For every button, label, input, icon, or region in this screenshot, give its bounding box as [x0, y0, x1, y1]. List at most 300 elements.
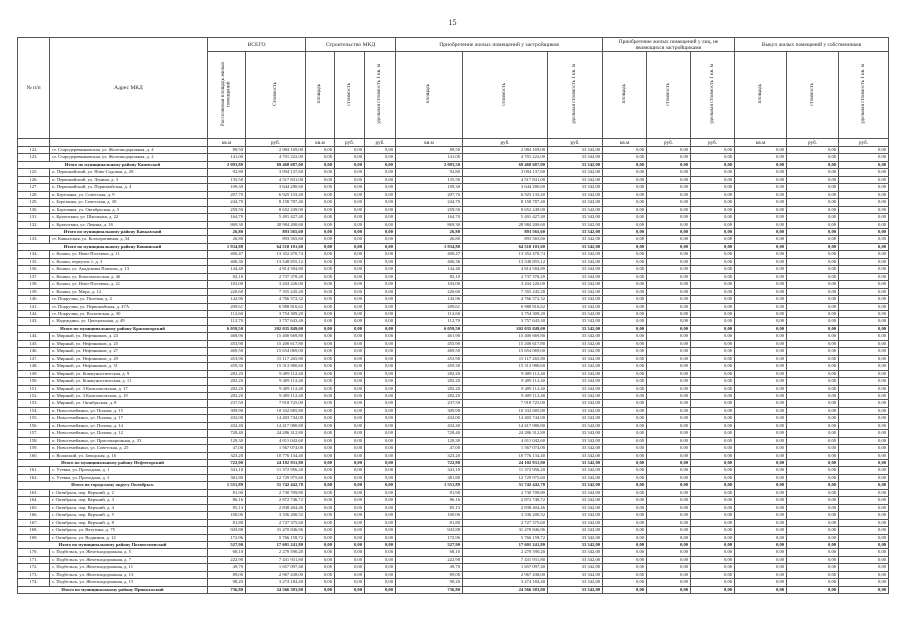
value-cell: 0,00	[839, 445, 889, 452]
table-row	[18, 176, 889, 183]
value-cell: 527,90	[396, 542, 463, 549]
value-cell: 0,00	[839, 243, 889, 250]
value-cell: 0,00	[691, 422, 735, 429]
value-cell: 0,00	[839, 467, 889, 474]
address-cell: ст. Стародеревянковская, ул. Железнодорожная, д. 4	[50, 147, 208, 154]
value-cell: 172,96	[208, 534, 246, 541]
value-cell: 0,00	[787, 318, 839, 325]
value-cell: 8 652 249,00	[463, 206, 548, 213]
value-cell: 51 742 442,78	[246, 482, 306, 489]
value-cell: 0,00	[603, 243, 647, 250]
value-cell: 0,00	[365, 422, 396, 429]
value-cell: 0,00	[647, 251, 691, 258]
value-cell: 0,00	[735, 236, 787, 243]
value-cell: 33 342,00	[548, 161, 603, 168]
value-cell: 82,10	[396, 273, 463, 280]
value-cell: 0,00	[787, 422, 839, 429]
row-number: 143.	[18, 318, 50, 325]
value-cell: 0,00	[735, 504, 787, 511]
value-cell: 0,00	[839, 288, 889, 295]
value-cell: 0,00	[839, 310, 889, 317]
value-cell: 400,47	[208, 251, 246, 258]
value-cell: 0,00	[647, 370, 691, 377]
value-cell: 0,00	[647, 184, 691, 191]
value-cell: 2 730 709,80	[246, 489, 306, 496]
row-number: 174.	[18, 579, 50, 586]
table-row	[18, 348, 889, 355]
value-cell: 0,00	[787, 460, 839, 467]
address-cell: г. Октябрьск, пер. Верхний, д. 5	[50, 512, 208, 519]
value-cell: 100,06	[396, 512, 463, 519]
value-cell: 0,00	[335, 579, 365, 586]
value-cell: 33 342,00	[548, 348, 603, 355]
value-cell: 0,00	[306, 296, 335, 303]
value-cell: 0,00	[306, 206, 335, 213]
value-cell: 3 434 226,00	[463, 281, 548, 288]
value-cell: 0,00	[603, 474, 647, 481]
sub-header-label: Расселяемая площадь жилых помещений	[219, 61, 232, 127]
value-cell: 0,00	[603, 482, 647, 489]
value-cell: 0,00	[647, 422, 691, 429]
value-cell: 0,00	[365, 161, 396, 168]
value-cell: 0,00	[787, 243, 839, 250]
value-cell: 33 342,00	[548, 199, 603, 206]
table-row	[18, 236, 889, 243]
value-cell: 0,00	[365, 318, 396, 325]
address-cell: с. Подбельск, ул. Железнодорожная, д. 15	[50, 579, 208, 586]
value-cell: 453,90	[396, 355, 463, 362]
value-cell: 0,00	[839, 370, 889, 377]
value-cell: 33 342,00	[548, 534, 603, 541]
table-row	[18, 363, 889, 370]
value-cell: 81,80	[396, 519, 463, 526]
value-cell: 220,60	[208, 288, 246, 295]
value-cell: 8 652 249,00	[246, 206, 306, 213]
value-cell: 0,00	[365, 370, 396, 377]
value-cell: 0,00	[735, 556, 787, 563]
value-cell: 0,00	[365, 392, 396, 399]
row-number: 133.	[18, 236, 50, 243]
address-cell: г. Октябрьск, пер. Верхний, д. 8	[50, 519, 208, 526]
address-cell: с. Подбельск, ул. Железнодорожная, д. 11	[50, 564, 208, 571]
value-cell: 0,00	[647, 430, 691, 437]
row-number: 155.	[18, 415, 50, 422]
value-cell: 9 409 112,40	[246, 378, 306, 385]
units-empty-cell	[50, 139, 208, 147]
value-cell: 237,50	[208, 400, 246, 407]
value-cell: 0,00	[647, 512, 691, 519]
sub-header-label: стоимость	[345, 82, 352, 106]
row-number: 137.	[18, 273, 50, 280]
address-cell: г. Октябрьск, пер. Верхний, д. 4	[50, 504, 208, 511]
value-cell: 0,00	[306, 288, 335, 295]
value-cell: 0,00	[839, 340, 889, 347]
sub-header-cell	[548, 52, 603, 139]
value-cell: 0,00	[365, 586, 396, 593]
value-cell: 0,00	[335, 161, 365, 168]
value-cell: 736,80	[396, 586, 463, 593]
value-cell: 0,00	[365, 147, 396, 154]
value-cell: 0,00	[839, 437, 889, 444]
value-cell: 0,00	[306, 236, 335, 243]
value-cell: 0,00	[365, 296, 396, 303]
value-cell: 0,00	[603, 154, 647, 161]
value-cell: 0,00	[647, 489, 691, 496]
row-number: 127.	[18, 184, 50, 191]
value-cell: 81,90	[208, 489, 246, 496]
value-cell: 461,90	[396, 333, 463, 340]
row-number: 161.	[18, 467, 50, 474]
value-cell: 0,00	[306, 340, 335, 347]
subtotal-label: Итого по муниципальному району Красногорский	[18, 325, 208, 332]
value-cell: 0,00	[735, 519, 787, 526]
value-cell: 0,00	[647, 571, 691, 578]
value-cell: 0,00	[735, 176, 787, 183]
value-cell: 3 644 280,60	[246, 184, 306, 191]
value-cell: 0,00	[603, 556, 647, 563]
value-cell: 0,00	[365, 467, 396, 474]
value-cell: 0,00	[787, 527, 839, 534]
header-group-buyout: Выкуп жилых помещений у собственников	[735, 38, 889, 52]
value-cell: 2 270 590,20	[246, 549, 306, 556]
value-cell: 0,00	[691, 333, 735, 340]
value-cell: 0,00	[735, 452, 787, 459]
value-cell: 0,00	[365, 258, 396, 265]
value-cell: 0,00	[787, 191, 839, 198]
value-cell: 0,00	[691, 579, 735, 586]
value-cell: 0,00	[306, 519, 335, 526]
value-cell: 0,00	[603, 527, 647, 534]
value-cell: 1 551,89	[396, 482, 463, 489]
table-row	[18, 355, 889, 362]
value-cell: 0,00	[787, 236, 839, 243]
value-cell: 68,10	[396, 549, 463, 556]
value-cell: 0,00	[306, 199, 335, 206]
value-cell: 33 342,00	[548, 236, 603, 243]
value-cell: 0,00	[839, 184, 889, 191]
value-cell: 0,00	[691, 243, 735, 250]
value-cell: 0,00	[365, 288, 396, 295]
value-cell: 0,00	[735, 586, 787, 593]
value-cell: 9 409 112,40	[463, 378, 548, 385]
value-cell: 14 417 080,80	[463, 422, 548, 429]
value-cell: 0,00	[839, 191, 889, 198]
value-cell: 282,20	[208, 385, 246, 392]
value-cell: 0,00	[735, 579, 787, 586]
value-cell: 0,00	[335, 542, 365, 549]
address-cell: г. Октябрьск, пер. Верхний, д. 2	[50, 489, 208, 496]
value-cell: 0,00	[335, 296, 365, 303]
table-row	[18, 199, 889, 206]
value-cell: 0,00	[691, 467, 735, 474]
row-number: 145.	[18, 340, 50, 347]
value-cell: 0,00	[735, 407, 787, 414]
value-cell: 0,00	[691, 318, 735, 325]
value-cell: 468,90	[208, 333, 246, 340]
sub-header-cell	[306, 52, 335, 139]
value-cell: 0,00	[306, 273, 335, 280]
value-cell: 0,00	[335, 586, 365, 593]
value-cell: 0,00	[735, 385, 787, 392]
value-cell: 0,00	[839, 474, 889, 481]
value-cell: 0,00	[691, 288, 735, 295]
address-cell: с. Кошки, переулок 1, д. 3	[50, 258, 208, 265]
value-cell: 33 342,00	[548, 281, 603, 288]
value-cell: 33 342,00	[548, 333, 603, 340]
value-cell: 0,00	[335, 400, 365, 407]
value-cell: 15 654 069,00	[463, 348, 548, 355]
value-cell: 0,00	[306, 221, 335, 228]
row-number: 164.	[18, 497, 50, 504]
unit-cell: руб.	[246, 139, 306, 147]
value-cell: 33 342,00	[548, 437, 603, 444]
value-cell: 33 342,00	[548, 460, 603, 467]
address-cell: п. Мирный, ул. Октябрьская, д. 8	[50, 400, 208, 407]
value-cell: 309,90	[208, 407, 246, 414]
value-cell: 0,00	[647, 549, 691, 556]
value-cell: 0,00	[787, 497, 839, 504]
row-number: 149.	[18, 370, 50, 377]
value-cell: 0,00	[839, 266, 889, 273]
value-cell: 26,80	[208, 228, 246, 235]
value-cell: 0,00	[365, 556, 396, 563]
value-cell: 0,00	[647, 542, 691, 549]
value-cell: 0,00	[735, 273, 787, 280]
value-cell: 2 967 438,00	[246, 571, 306, 578]
value-cell: 0,00	[306, 556, 335, 563]
value-cell: 0,00	[839, 296, 889, 303]
value-cell: 3 434 226,00	[246, 281, 306, 288]
value-cell: 0,00	[365, 504, 396, 511]
value-cell: 0,00	[839, 519, 889, 526]
value-cell: 3 644 280,60	[463, 184, 548, 191]
value-cell: 13 548 855,12	[246, 258, 306, 265]
address-cell: п. Березанка, ул. Советская, д. 9	[50, 191, 208, 198]
value-cell: 135,50	[396, 176, 463, 183]
value-cell: 0,00	[735, 482, 787, 489]
value-cell: 0,00	[647, 385, 691, 392]
value-cell: 0,00	[335, 385, 365, 392]
address-cell: п. Мирный, ул. Нефтяников, д. 31	[50, 363, 208, 370]
value-cell: 0,00	[365, 415, 396, 422]
table-row	[18, 392, 889, 399]
value-cell: 282,20	[396, 378, 463, 385]
value-cell: 0,00	[603, 564, 647, 571]
unit-cell: кв.м	[603, 139, 647, 147]
value-cell: 0,00	[647, 378, 691, 385]
value-cell: 0,00	[647, 243, 691, 250]
value-cell: 282,20	[208, 378, 246, 385]
unit-cell: руб.	[691, 139, 735, 147]
value-cell: 0,00	[306, 549, 335, 556]
value-cell: 0,00	[365, 474, 396, 481]
row-number: 147.	[18, 355, 50, 362]
value-cell: 0,00	[735, 489, 787, 496]
row-number: 168.	[18, 527, 50, 534]
value-cell: 49,70	[396, 564, 463, 571]
value-cell: 0,00	[735, 534, 787, 541]
value-cell: 0,00	[365, 251, 396, 258]
address-cell: с. Подбельск, ул. Железнодорожная, д. 13	[50, 571, 208, 578]
value-cell: 82,10	[208, 273, 246, 280]
value-cell: 0,00	[647, 161, 691, 168]
value-cell: 0,00	[839, 407, 889, 414]
value-cell: 0,00	[306, 571, 335, 578]
value-cell: 0,00	[787, 251, 839, 258]
value-cell: 3 757 643,40	[463, 318, 548, 325]
value-cell: 33 342,00	[548, 191, 603, 198]
value-cell: 6 059,50	[208, 325, 246, 332]
value-cell: 0,00	[335, 355, 365, 362]
table-row	[18, 407, 889, 414]
value-cell: 3 094 137,60	[246, 169, 306, 176]
value-cell: 0,00	[691, 385, 735, 392]
value-cell: 120,30	[208, 437, 246, 444]
value-cell: 0,00	[335, 176, 365, 183]
address-cell: п. Новосемейкино, ул. Попова, д. 14	[50, 422, 208, 429]
table-row	[18, 221, 889, 228]
value-cell: 0,00	[787, 445, 839, 452]
value-cell: 0,00	[335, 310, 365, 317]
value-cell: 0,00	[335, 184, 365, 191]
value-cell: 0,00	[647, 340, 691, 347]
value-cell: 0,00	[839, 512, 889, 519]
value-cell: 0,00	[787, 199, 839, 206]
value-cell: 0,00	[335, 445, 365, 452]
value-cell: 0,00	[603, 497, 647, 504]
value-cell: 0,00	[787, 474, 839, 481]
header-group-developers: Приобретение жилых помещений у застройщиков	[396, 38, 603, 52]
value-cell: 0,00	[787, 355, 839, 362]
value-cell: 1 567 074,00	[463, 445, 548, 452]
value-cell: 0,00	[603, 214, 647, 221]
value-cell: 0,00	[787, 571, 839, 578]
value-cell: 202 035 849,00	[246, 325, 306, 332]
value-cell: 0,00	[691, 415, 735, 422]
value-cell: 0,00	[306, 184, 335, 191]
value-cell: 26,80	[208, 236, 246, 243]
value-cell: 0,00	[306, 378, 335, 385]
value-cell: 0,00	[735, 228, 787, 235]
value-cell: 0,00	[839, 169, 889, 176]
value-cell: 0,00	[839, 400, 889, 407]
value-cell: 0,00	[839, 228, 889, 235]
value-cell: 33 342,00	[548, 214, 603, 221]
sub-header-label: стоимость	[501, 82, 508, 106]
value-cell: 459,30	[208, 363, 246, 370]
value-cell: 26,80	[396, 228, 463, 235]
value-cell: 33 342,00	[548, 147, 603, 154]
value-cell: 0,00	[365, 542, 396, 549]
value-cell: 0,00	[335, 564, 365, 571]
value-cell: 0,00	[603, 228, 647, 235]
table-row	[18, 534, 889, 541]
value-cell: 323,20	[208, 452, 246, 459]
table-row	[18, 258, 889, 265]
value-cell: 0,00	[691, 489, 735, 496]
value-cell: 0,00	[603, 370, 647, 377]
address-cell: п. Новосемейкино, ул. Пристанционная, д. 33	[50, 437, 208, 444]
value-cell: 51 742 442,78	[463, 482, 548, 489]
value-cell: 0,00	[335, 460, 365, 467]
value-cell: 0,00	[603, 363, 647, 370]
unit-cell: кв.м	[396, 139, 463, 147]
value-cell: 0,00	[787, 303, 839, 310]
value-cell: 0,00	[335, 236, 365, 243]
value-cell: 13 352 470,74	[246, 251, 306, 258]
value-cell: 0,00	[306, 228, 335, 235]
value-cell: 0,00	[603, 385, 647, 392]
value-cell: 282,20	[208, 392, 246, 399]
value-cell: 9 409 112,40	[463, 392, 548, 399]
value-cell: 11 372 956,20	[463, 467, 548, 474]
value-cell: 0,00	[787, 556, 839, 563]
value-cell: 0,00	[787, 258, 839, 265]
value-cell: 0,00	[787, 452, 839, 459]
value-cell: 15 400 669,80	[246, 333, 306, 340]
value-cell: 28 984 200,60	[463, 221, 548, 228]
value-cell: 0,00	[335, 243, 365, 250]
value-cell: 0,00	[839, 147, 889, 154]
table-row	[18, 430, 889, 437]
value-cell: 728,40	[208, 430, 246, 437]
value-cell: 0,00	[335, 452, 365, 459]
row-number: 151.	[18, 385, 50, 392]
value-cell: 2 730 709,80	[463, 489, 548, 496]
value-cell: 4 766 572,32	[463, 296, 548, 303]
value-cell: 0,00	[306, 325, 335, 332]
value-cell: 0,00	[603, 512, 647, 519]
value-cell: 0,00	[735, 310, 787, 317]
value-cell: 0,00	[335, 333, 365, 340]
value-cell: 0,00	[603, 266, 647, 273]
value-cell: 943,88	[208, 527, 246, 534]
value-cell: 33 342,00	[548, 400, 603, 407]
row-number: 142.	[18, 310, 50, 317]
value-cell: 33 342,00	[548, 392, 603, 399]
value-cell: 0,00	[306, 385, 335, 392]
value-cell: 0,00	[647, 407, 691, 414]
value-cell: 33 342,00	[548, 154, 603, 161]
value-cell: 0,00	[647, 266, 691, 273]
table-row	[18, 266, 889, 273]
address-cell: п. Мирный, ул. Коммунистическая, д. 11	[50, 378, 208, 385]
value-cell: 33 342,00	[548, 340, 603, 347]
value-cell: 0,00	[691, 296, 735, 303]
subtotal-row	[18, 586, 889, 593]
value-cell: 142,96	[396, 296, 463, 303]
value-cell: 2 083,50	[396, 161, 463, 168]
value-cell: 0,00	[787, 154, 839, 161]
value-cell: 0,00	[839, 176, 889, 183]
value-cell: 9 409 112,40	[246, 392, 306, 399]
value-cell: 6 988 816,62	[246, 303, 306, 310]
value-cell: 5 766 158,72	[463, 534, 548, 541]
value-cell: 207,70	[396, 191, 463, 198]
value-cell: 33 342,00	[548, 228, 603, 235]
value-cell: 0,00	[691, 206, 735, 213]
sub-header-label: площадь	[425, 84, 432, 104]
value-cell: 0,00	[839, 482, 889, 489]
value-cell: 12 729 975,60	[463, 474, 548, 481]
value-cell: 0,00	[647, 579, 691, 586]
table-row	[18, 296, 889, 303]
value-cell: 0,00	[306, 154, 335, 161]
value-cell: 244,70	[208, 199, 246, 206]
value-cell: 1 551,89	[208, 482, 246, 489]
value-cell: 0,00	[691, 191, 735, 198]
value-cell: 98,20	[208, 579, 246, 586]
